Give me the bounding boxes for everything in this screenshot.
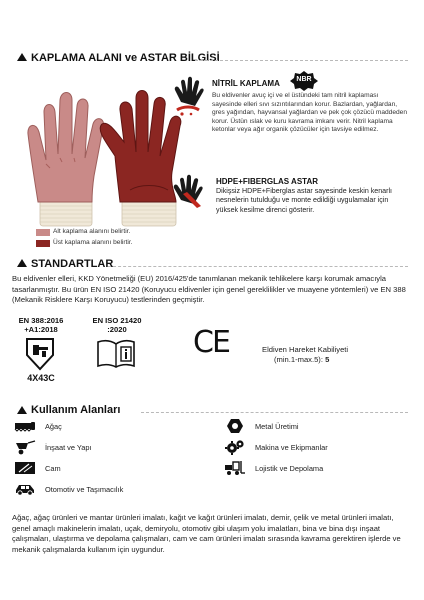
usage-label: Makina ve Ekipmanlar [255,442,328,452]
forklift-icon [224,460,246,476]
dexterity-label: Eldiven Hareket Kabiliyeti [262,345,349,354]
usage-label: Otomotiv ve Taşımacılık [45,484,124,494]
nitrile-description: Bu eldivenler avuç içi ve el üstündeki tam nitril kaplaması sayesinde elleri sıvı sızıntılarından korur. Bazlardan, yağlardan, gres yağından, hayvansal yağlardan ve pek çok çözücü maddeden korur. Üstün ıslak ve kuru kavrama imkanı verir. Nitril kaplama ketonlar veya ağır organik çözücüler için tavsiye edilmez. [212,92,408,134]
liner-title: HDPE+FIBERGLAS ASTAR [216,177,319,186]
usage-item-automotive [14,481,123,497]
usage-item-glass [14,460,61,476]
usage-section-title: Kullanım Alanları [31,404,121,416]
saw-icon [14,418,36,434]
wheelbarrow-icon [14,439,36,455]
nbr-badge [289,70,319,92]
en388-label [12,316,70,334]
info-book-icon [96,338,136,368]
nitrile-title: NİTRİL KAPLAMA [212,79,280,88]
usage-text: Ağaç, ağaç ürünleri ve mantar ürünleri imalatı, kağıt ve kağıt ürünleri imalatı, demir, çelik ve metal ürünleri imalatı, genel amaçlı makinelerin imalatı, uçak, demiryolu, otomotiv gibi ulaşım yolu imalatları, bina ve bina dışı inşaat çalışmaları, ulaştırma ve depolama çalışmaları, cam ve cam ürünleri imalatı sırasında kavrama gerektiren işlerde ve mekanik çalışmalarda kullanım için uygundur. [12,513,401,554]
divider [141,412,408,413]
usage-item-logistics [224,460,323,476]
en388-code: 4X43C [27,373,55,383]
section-marker-icon [17,406,27,414]
en388-line2: +A1:2018 [24,325,58,334]
glove-drop-icon [173,76,207,116]
usage-label: Metal Üretimi [255,421,299,431]
iso-line1: EN ISO 21420 [92,316,142,325]
hammer-shield-icon [24,337,56,371]
nbr-badge-label: NBR [296,76,312,83]
right-glove [100,91,181,227]
dexterity-range-text: (min.1-max.5): [274,355,326,364]
legend-label-lower: Alt kaplama alanını belirtir. [53,228,131,235]
car-icon [14,481,36,497]
iso-line2: :2020 [107,325,127,334]
gears-icon [224,439,246,455]
nut-icon [224,418,246,434]
liner-description: Dikişsiz HDPE+Fiberglas astar sayesinde keskin kenarlı nesnelerin tutulduğu ve monte edildiği uygulamalar için yüksek kesilme direnci gösterir. [216,187,393,214]
usage-label: Lojistik ve Depolama [255,463,324,473]
left-glove [28,93,104,227]
dexterity-range [274,355,329,364]
legend-swatch-upper [36,240,50,247]
standards-section-title: STANDARTLAR [31,258,114,270]
divider [195,60,408,61]
section-marker-icon [17,259,27,267]
usage-item-machinery [224,439,328,455]
coating-section-title: KAPLAMA ALANI ve ASTAR BİLGİSİ [31,52,220,64]
en388-line1: EN 388:2016 [18,316,64,325]
usage-label: Cam [45,463,61,473]
dexterity-value: 5 [325,355,330,364]
standards-text: Bu eldivenler elleri, KKD Yönetmeliği (EU) 2016/425'de tanımlanan mekanik tehlikelere karşı korumak amacıyla tasarlanmıştır. Bu ürün EN ISO 21420 (Koruyucu eldivenler için genel gereklilikler ve muayene yöntemleri) ve EN 388 (Mekanik Risklere Karşı Koruyucu) testlerinden geçmiştir. [12,274,406,305]
usage-label: Ağaç [45,421,62,431]
usage-item-metal [224,418,299,434]
divider [108,266,408,267]
glass-icon [14,460,36,476]
usage-item-wood [14,418,62,434]
usage-item-construction [14,439,92,455]
iso-label [86,316,148,334]
usage-label: İnşaat ve Yapı [45,442,92,452]
ce-mark: CE [193,325,229,360]
legend-swatch-lower [36,229,50,236]
glove-knife-icon [171,172,207,210]
legend-label-upper: Üst kaplama alanını belirtir. [53,239,133,246]
section-marker-icon [17,53,27,61]
